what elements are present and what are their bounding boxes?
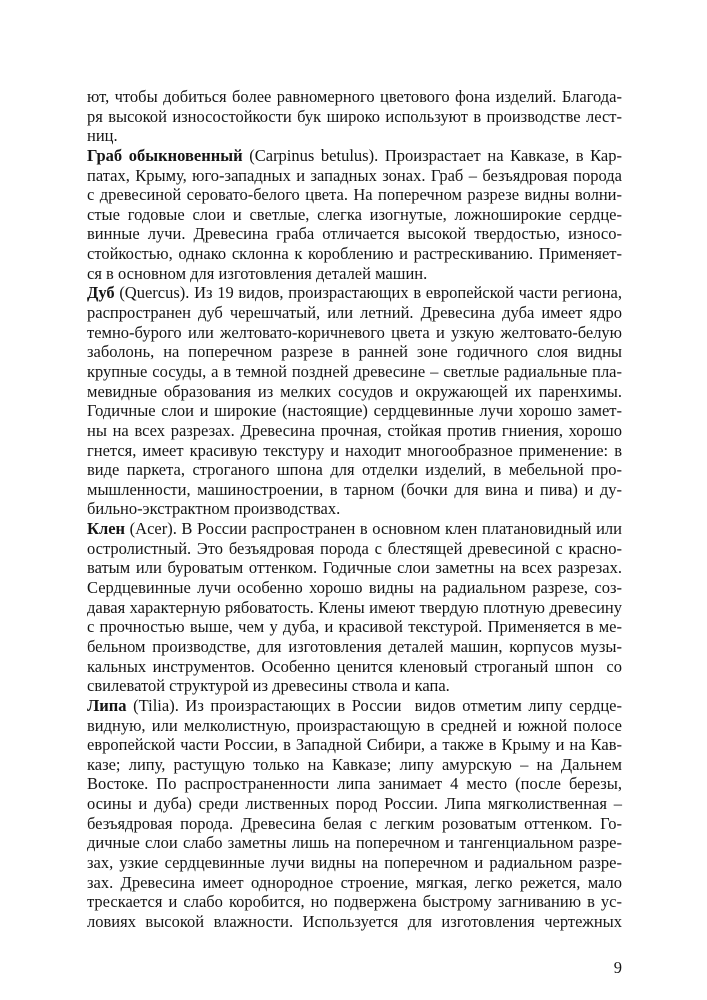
line-text (87, 303, 622, 323)
text-line (87, 264, 622, 284)
text-line (87, 441, 622, 461)
line-text (87, 244, 622, 264)
text-line (87, 146, 622, 166)
text-line (87, 617, 622, 637)
text-line (87, 421, 622, 441)
line-text (87, 716, 622, 736)
line-content: ниц. (87, 126, 118, 146)
line-content: (Quercus). Из 19 видов, произрастающих в европейской части региона, (114, 283, 622, 303)
line-content: ют, чтобы добиться более равномерного цветового фона изделий. Благода- (87, 87, 622, 106)
term-heading: Дуб (87, 283, 115, 303)
paragraph (87, 87, 622, 146)
line-content: видную, или мелколистную, произрастающую в средней и южной полосе (87, 715, 622, 735)
line-content: кальных инструментов. Особенно ценится кленовый строганый шпон со (87, 656, 622, 676)
line-content: остролистный. Это безъядровая порода с блестящей древесиной с красно- (87, 538, 622, 558)
line-text (87, 774, 622, 794)
line-text (87, 362, 622, 382)
text-line (87, 774, 622, 794)
line-text (87, 283, 622, 303)
text-line (87, 755, 622, 775)
line-content: с древесиной серовато-белого цвета. На поперечном разрезе видны волни- (87, 185, 622, 205)
line-content: (Tilia). Из произрастающих в России видов отметим липу сердце- (126, 695, 622, 715)
line-text (87, 421, 622, 441)
text-line (87, 362, 622, 382)
line-text (87, 480, 622, 500)
line-content: (Carpinus betulus). Произрастает на Кавказе, в Кар- (242, 145, 622, 165)
line-text (87, 166, 622, 186)
line-text (87, 205, 622, 225)
line-content: крупные сосуды, а в темной поздней древесине – светлые радиальные пла- (87, 361, 622, 381)
text-line (87, 460, 622, 480)
line-content: бильно-экстрактном производствах. (87, 499, 341, 519)
term-heading: Граб обыкновенный (87, 145, 243, 165)
text-line (87, 283, 622, 303)
text-line (87, 735, 622, 755)
text-line (87, 716, 622, 736)
text-line (87, 794, 622, 814)
text-line (87, 126, 622, 146)
text-line (87, 382, 622, 402)
line-content: осины и дуба) среди лиственных пород России. Липа мягколиственная – (87, 794, 622, 814)
text-line (87, 892, 622, 912)
text-line (87, 912, 622, 932)
line-text (87, 107, 622, 127)
line-text (87, 264, 427, 284)
line-text (87, 224, 622, 244)
text-line (87, 558, 622, 578)
line-content: ся в основном для изготовления деталей машин. (87, 263, 428, 283)
line-text (87, 794, 622, 814)
line-text (87, 657, 622, 677)
text-line (87, 224, 622, 244)
line-text (87, 499, 340, 519)
line-text (87, 519, 622, 539)
text-line (87, 166, 622, 186)
line-content: казе; липу, растущую только на Кавказе; липу амурскую – на Дальнем (87, 754, 622, 774)
text-line (87, 499, 622, 519)
text-line (87, 657, 622, 677)
line-content: зах. Древесина имеет однородное строение, мягкая, легко режется, мало (87, 872, 622, 892)
line-content: давая характерную рябоватость. Клены имеют твердую плотную древесину (87, 597, 622, 617)
line-text (87, 755, 622, 775)
page-number: 9 (613, 958, 622, 977)
line-text (87, 558, 622, 578)
text-line (87, 637, 622, 657)
line-content: ря высокой износостойкости бук широко используют в производстве лест- (87, 106, 622, 126)
paragraph (87, 283, 622, 519)
line-content: бельном производстве, для изготовления деталей машин, корпусов музы- (87, 636, 622, 656)
line-content: ны на всех разрезах. Древесина прочная, стойкая против гниения, хорошо (87, 420, 622, 440)
text-line (87, 853, 622, 873)
line-content: темно-бурого или желтовато-коричневого цвета и узкую желтовато-белую (87, 322, 622, 342)
line-text (87, 185, 622, 205)
line-content: Годичные слои и широкие (настоящие) сердцевинные лучи хорошо замет- (87, 401, 622, 421)
line-content: Сердцевинные лучи особенно хорошо видны на радиальном разрезе, соз- (87, 578, 622, 598)
line-text (87, 833, 622, 853)
text-line (87, 539, 622, 559)
line-content: виде паркета, строганого шпона для отделки изделий, в мебельной про- (87, 460, 622, 480)
line-content: патах, Крыму, юго-западных и западных зонах. Граб – безъядровая порода (87, 165, 622, 185)
line-content: мевидные образования из мелких сосудов и окружающей их паренхимы. (87, 381, 622, 401)
text-line (87, 578, 622, 598)
text-line (87, 185, 622, 205)
line-text (87, 676, 450, 696)
text-line (87, 598, 622, 618)
line-content: заболонь, на поперечном разрезе в ранней зоне годичного слоя видны (87, 342, 622, 362)
text-line (87, 303, 622, 323)
text-line (87, 519, 622, 539)
text-line (87, 480, 622, 500)
line-text (87, 735, 622, 755)
text-line (87, 401, 622, 421)
line-text (87, 696, 622, 716)
line-content: распространен дуб черешчатый, или летний. Древесина дуба имеет ядро (87, 303, 622, 323)
line-content: Востоке. По распространенности липа занимает 4 место (после березы, (87, 774, 622, 794)
paragraph (87, 696, 622, 932)
line-text (87, 873, 622, 893)
line-content: безъядровая порода. Древесина белая с легким розоватым оттенком. Го- (87, 813, 622, 833)
line-text (87, 539, 622, 559)
line-content: ватым или буроватым оттенком. Годичные слои заметны на всех разрезах. (87, 558, 622, 578)
line-text (87, 126, 118, 146)
text-line (87, 833, 622, 853)
line-content: (Acer). В России распространен в основном клен платановидный или (125, 519, 622, 539)
line-text (87, 617, 622, 637)
line-content: свилеватой структурой из древесины ствола и капа. (87, 676, 450, 696)
line-text (87, 87, 622, 107)
text-line (87, 676, 622, 696)
line-text (87, 401, 622, 421)
line-content: винные лучи. Древесина граба отличается высокой твердостью, износо- (87, 224, 622, 244)
body-text (87, 87, 622, 932)
text-line (87, 107, 622, 127)
term-heading: Клен (87, 519, 126, 539)
line-content: европейской части России, в Западной Сибири, а также в Крыму и на Кав- (87, 735, 622, 755)
text-line (87, 873, 622, 893)
line-text (87, 637, 622, 657)
line-content: ловиях высокой влажности. Используется для изготовления чертежных (87, 911, 622, 931)
text-line (87, 814, 622, 834)
line-text (87, 578, 622, 598)
line-content: с прочностью выше, чем у дуба, и красивой текстурой. Применяется в ме- (87, 617, 622, 637)
line-text (87, 146, 622, 166)
text-line (87, 323, 622, 343)
text-line (87, 696, 622, 716)
text-line (87, 87, 622, 107)
line-content: гнется, имеет красивую текстуру и находит многообразное применение: в (87, 440, 622, 460)
line-text (87, 892, 622, 912)
text-line (87, 244, 622, 264)
paragraph (87, 519, 622, 696)
line-text (87, 460, 622, 480)
line-text (87, 814, 622, 834)
term-heading: Липа (87, 695, 127, 715)
line-text (87, 853, 622, 873)
text-line (87, 342, 622, 362)
line-text (87, 382, 622, 402)
line-content: стойкостью, однако склонна к короблению и растрескиванию. Применяет- (87, 244, 622, 264)
line-content: мышленности, машиностроении, в тарном (бочки для вина и пива) и ду- (87, 479, 622, 499)
line-text (87, 912, 622, 932)
text-line (87, 205, 622, 225)
line-content: трескается и слабо коробится, но подвержена быстрому загниванию в ус- (87, 892, 622, 912)
line-text (87, 441, 622, 461)
line-content: стые годовые слои и светлые, слегка изогнутые, ложноширокие сердце- (87, 204, 622, 224)
line-content: дичные слои слабо заметны лишь на поперечном и тангенциальном разре- (87, 833, 622, 853)
line-text (87, 342, 622, 362)
paragraph (87, 146, 622, 283)
line-text (87, 598, 622, 618)
line-content: зах, узкие сердцевинные лучи видны на поперечном и радиальном разре- (87, 852, 622, 872)
line-text (87, 323, 622, 343)
